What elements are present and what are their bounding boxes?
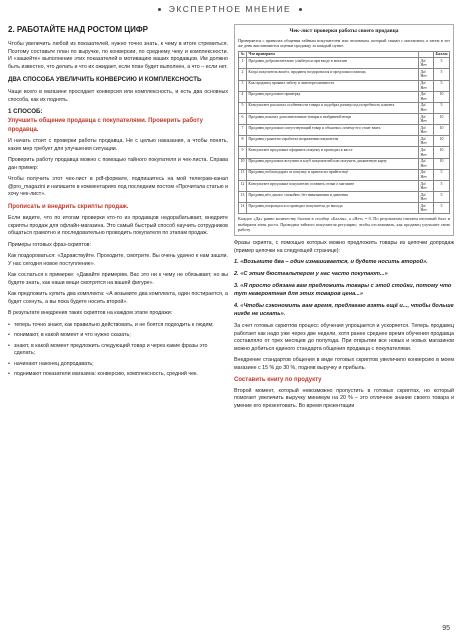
table-cell: Да/Нет	[419, 147, 434, 158]
table-cell: 10	[434, 147, 450, 158]
table-cell: Продавец грамотно отработал возражения покупателя	[246, 136, 418, 147]
paragraph: Как предложить купить два комплекта: «А возьмите два комплекта, один постирается, а будет сохнуть, а вы пока будете носить второй».	[8, 291, 228, 305]
paragraph: Внедрение стандартов общения в виде готовых скриптов увеличило конверсию в моем магазине с 15 % до 30 %, подняв выручку и прибыль.	[234, 357, 454, 371]
table-cell: Да/Нет	[419, 102, 434, 113]
table-row	[239, 169, 450, 180]
checklist-intro: Проверяется с правилах общения тайным покупателем или человеком, который связан с магазином, а затем в тот же день выставляются оценки продавцу за каждый пункт.	[238, 37, 450, 49]
paragraph: Фразы скрипта, с помощью которых можно предложить товары из цепочки допродаж (пример цепочки на следующей странице):	[234, 240, 454, 254]
table-cell: Продавец поблагодарил за покупку и пригласил прийти ещё	[246, 169, 418, 180]
table-cell: Да/Нет	[419, 80, 434, 91]
table-row	[239, 69, 450, 80]
checklist-body	[239, 58, 450, 214]
table-cell: Продавец показал дополнительные товары к выбранной вещи	[246, 113, 418, 124]
table-cell: 5	[239, 102, 247, 113]
table-cell: Да/Нет	[419, 125, 434, 136]
paragraph: Если видите, что по итогам проверки кто-то из продавцов недорабатывает, внедрите скрипты продаж для офлайн-магазина. Это самый быстрый способ научить сотрудников общаться грамотно и последовательно проводить покупателя по этапам продаж.	[8, 215, 228, 237]
table-row	[239, 91, 450, 102]
table-cell: 10	[239, 158, 247, 169]
table-header-cell	[419, 51, 434, 58]
table-row	[239, 113, 450, 124]
left-column	[8, 24, 228, 382]
table-cell: Да/Нет	[419, 91, 434, 102]
table-cell: 10	[434, 158, 450, 169]
table-cell: Продавец предложил сопутствующий товар и объяснил, почему его стоит взять	[246, 125, 418, 136]
right-column	[234, 24, 454, 414]
table-cell: 6	[239, 113, 247, 124]
table-row	[239, 125, 450, 136]
table-header-cell: Что проверяем	[246, 51, 418, 58]
list-item: • понимают, в какой момент и что нужно сказать;	[8, 332, 228, 340]
accent-heading: Составить книгу по продукту	[234, 377, 322, 384]
script-phrase: 1. «Возьмите два – один изнашивается, и будете носить второй».	[234, 259, 428, 266]
table-cell: 5	[434, 203, 450, 214]
table-row	[239, 58, 450, 69]
accent-heading: Прописать и внедрить скрипты продаж.	[8, 203, 129, 210]
table-row	[239, 147, 450, 158]
checklist-note: Каждое «Да» равно количеству баллов в столбце «Баллы», а «Нет» = 0. По результатам считаем итоговый балл и выбираем зоны роста. Проводим тайного покупателя регулярно, чтобы отслеживать, как продавец улучшает свою работу.	[238, 216, 450, 233]
table-cell: 4	[239, 91, 247, 102]
list-item: • теперь точно знают, как правильно действовать, и не боятся подходить к людям;	[8, 322, 228, 330]
paragraph: В результате внедрения таких скриптов на каждом этапе продажи:	[8, 310, 173, 317]
table-header-row	[239, 51, 450, 58]
list-item: • знают, в какой момент предложить следующий товар и через какие фразы это сделать;	[8, 343, 228, 358]
table-cell: 11	[239, 169, 247, 180]
page-number: 95	[442, 625, 450, 632]
bullet-dot-icon	[299, 8, 302, 11]
paragraph: За счет готовых скриптов процесс обучения упрощается и ускоряется. Теперь продавец работает как надо уже через две недели, хотя ранее среднее время обучения продавца составляло от трех месяцев до полугода. При открытии все новых и новых магазинов можно добиться единого стандарта общения продавца с покупателями.	[234, 323, 454, 352]
paragraph: Как сослаться к примерке: «Давайте примерим. Вас это ни к чему не обязывает, но вы будете знать, как наши вещи смотрятся на вашей фигуре».	[8, 272, 228, 286]
paragraph: Чтобы получить этот чек-лист в pdf-формате, подпишитесь на мой телеграм-канал @pro_magazini и напишите в комментариях под последним постом «Прочитала статью и хочу чек-лист».	[8, 176, 228, 198]
table-cell: Да/Нет	[419, 136, 434, 147]
table-cell: Да/Нет	[419, 169, 434, 180]
checklist-table	[238, 51, 450, 215]
table-cell: 5	[434, 102, 450, 113]
table-cell: 5	[434, 169, 450, 180]
table-cell: Продавец вёл диалог спокойно, без навязывания и давления	[246, 192, 418, 203]
table-cell: 3	[239, 80, 247, 91]
header-title: ЭКСПЕРТНОЕ МНЕНИЕ	[168, 4, 292, 14]
table-cell: Консультант предложил оформить покупку и проводил к кассе	[246, 147, 418, 158]
script-phrase: 2. «С этим бюстгальтером у нас часто покупают...»	[234, 271, 388, 278]
paragraph: И начать стоит с проверки работы продавца. Не с целью наказания, а чтобы понять, каких мер требует для улучшения ситуации.	[8, 138, 228, 152]
table-cell: Да/Нет	[419, 203, 434, 214]
table-row	[239, 158, 450, 169]
table-cell: 7	[239, 125, 247, 136]
table-header-cell: Баллы	[435, 52, 448, 57]
checklist-title: Чек-лист проверки работы своего продавца	[289, 28, 399, 34]
table-row	[239, 80, 450, 91]
table-cell: Продавец предложил примерку	[246, 91, 418, 102]
table-cell: 10	[434, 113, 450, 124]
bullet-list	[8, 322, 228, 379]
page-header	[0, 4, 460, 14]
table-cell: 5	[434, 180, 450, 191]
subheading: ДВА СПОСОБА УВЕЛИЧИТЬ КОНВЕРСИЮ И КОМПЛЕКСНОСТЬ	[8, 76, 202, 84]
method-heading: 1 СПОСОБ:	[8, 108, 43, 116]
table-cell: 2	[239, 69, 247, 80]
section-title: 2. РАБОТАЙТЕ НАД РОСТОМ ЦИФР	[8, 25, 148, 34]
paragraph: Примеры готовых фраз-скриптов:	[8, 241, 91, 248]
table-cell: 8	[239, 136, 247, 147]
table-row	[239, 102, 450, 113]
table-cell: Да/Нет	[419, 113, 434, 124]
table-cell: Консультант предложил покупателю оставить отзыв о магазине	[246, 180, 418, 191]
table-cell: Да/Нет	[419, 158, 434, 169]
table-row	[239, 192, 450, 203]
table-cell: Как продавец проявил заботу и заинтересованность	[246, 80, 418, 91]
table-cell: 9	[239, 147, 247, 158]
table-cell: Продавец доброжелательно улыбнулся при входе в магазин	[246, 58, 418, 69]
table-cell: 12	[239, 180, 247, 191]
paragraph: Второй момент, который невозможно пропустить в готовых скриптах, но который помогает увеличить выручку минимум на 20 % – это отличное знание своего товара и умение его презентовать. Во время презентации	[234, 387, 454, 409]
table-cell: Да/Нет	[419, 192, 434, 203]
script-phrase: 4. «Чтобы сэкономить вам время, предлагаю взять ещё и..., чтобы больше нигде не искать».	[234, 303, 454, 318]
table-cell: 10	[434, 91, 450, 102]
table-cell: 5	[434, 58, 450, 69]
table-cell: 13	[239, 192, 247, 203]
bullet-dot-icon	[158, 8, 161, 11]
paragraph: Как поздороваться: «Здравствуйте. Проходите, смотрите. Вы очень удачно к нам зашли. У нас сегодня новое поступление».	[8, 253, 228, 267]
paragraph: Проверить работу продавца можно с помощью тайного покупателя и чек-листа. Справа дан пример:	[8, 157, 228, 171]
table-cell: 10	[434, 125, 450, 136]
table-cell: Консультант рассказал особенности товара и подобрал размер под потребность клиента	[246, 102, 418, 113]
table-cell: 1	[239, 58, 247, 69]
table-cell: Да/Нет	[419, 180, 434, 191]
table-cell: 5	[434, 80, 450, 91]
list-item: • начинают наконец допродавать;	[8, 361, 228, 369]
table-cell: Да/Нет	[419, 69, 434, 80]
table-row	[239, 180, 450, 191]
paragraph: Чаще всего в магазине просядает конверсия или комплексность, и есть два основных способа, как их поднять.	[8, 89, 228, 103]
table-header-cell: №	[240, 52, 245, 57]
table-cell: Да/Нет	[419, 58, 434, 69]
accent-heading: Улучшить общение продавца с покупателями. Проверить работу продавца.	[8, 118, 203, 133]
table-row	[239, 203, 450, 214]
table-cell: Когда покупатель вошёл, продавец поздоровался и предложил помощь	[246, 69, 418, 80]
checklist-box	[234, 24, 454, 236]
table-row	[239, 136, 450, 147]
list-item: • поднимают показатели магазина: конверсию, комплексность, средний чек.	[8, 371, 228, 379]
table-cell: 14	[239, 203, 247, 214]
script-phrase: 3. «Я просто обязана вам предложить товары с этой стойки, потому что тут невероятная для этих товаров цена...»	[234, 283, 452, 298]
table-cell: 5	[434, 69, 450, 80]
paragraph: Чтобы увеличить любой из показателей, нужно точно знать, к чему в итоге стремиться. Поэтому составьте план по выручке, по конверсии, по среднему чеку и комплексности. И «зашейте» выполнение этих показателей в мотивацию ваших продавцов. Им должно быть известно, что делать и что их ожидает, если план будет выполнен, а что – если нет.	[8, 41, 228, 70]
table-cell: Продавец попрощался и проводил покупателя до выхода	[246, 203, 418, 214]
table-cell: 10	[434, 136, 450, 147]
table-cell: 5	[434, 192, 450, 203]
table-cell: Продавец предложил вступить в клуб покупателей или получить дисконтную карту	[246, 158, 418, 169]
